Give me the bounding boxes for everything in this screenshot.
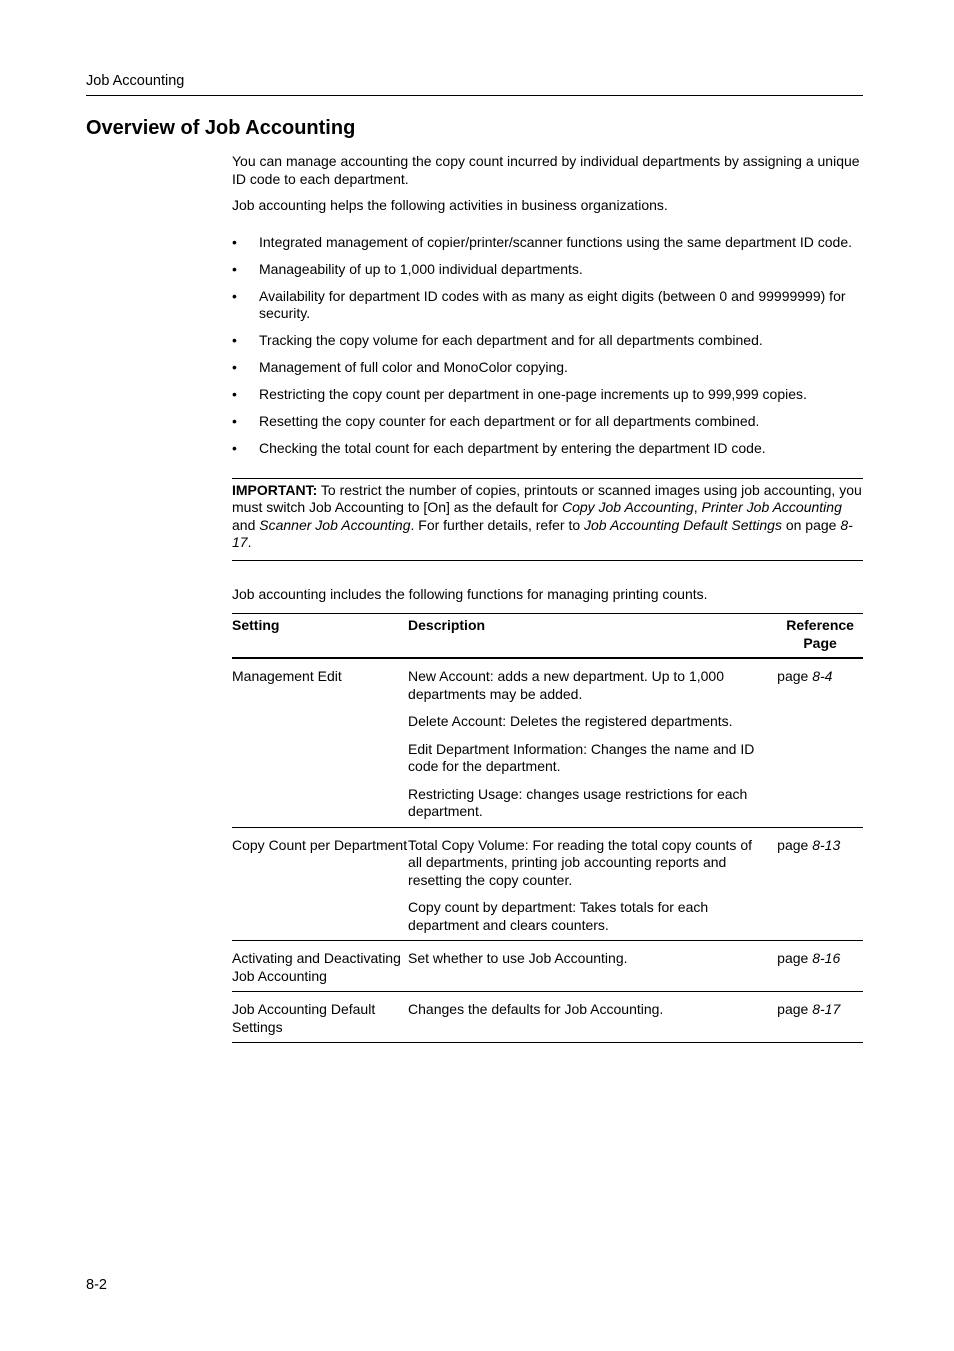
- setting-cell: Management Edit: [232, 658, 408, 827]
- important-label: IMPORTANT:: [232, 481, 318, 498]
- xref-default-settings: Job Accounting Default Settings: [584, 516, 782, 533]
- list-item: • Resetting the copy counter for each department or for all departments combined.: [232, 413, 760, 429]
- table-row: [232, 658, 863, 827]
- description-cell: Changes the defaults for Job Accounting.: [408, 992, 773, 1043]
- description-cell: Set whether to use Job Accounting.: [408, 941, 773, 992]
- page-title: Overview of Job Accounting: [86, 117, 356, 139]
- reference-cell: page 8-4: [773, 658, 863, 827]
- xref-scanner-job-accounting: Scanner Job Accounting: [259, 516, 411, 533]
- list-item: • Checking the total count for each department by entering the department ID code.: [232, 440, 766, 456]
- bullet-icon: •: [232, 233, 237, 250]
- table-row: [232, 941, 863, 992]
- description-cell: New Account: adds a new department. Up to 1,000 departments may be added. Delete Account: Deletes the registered departments. Edit Department Information: Changes the name and ID code for the department. Restricting Usage: changes usage restrictions for each department.: [408, 658, 773, 827]
- important-note: IMPORTANT: To restrict the number of copies, printouts or scanned images using job accounting, you must switch Job Accounting to [On] as the default for Copy Job Accounting, Printer Job Accounting and Scanner Job Accounting. For further details, refer to Job Accounting Default Settings on page 8-17.: [232, 478, 863, 561]
- table-row: [232, 992, 863, 1043]
- xref-copy-job-accounting: Copy Job Accounting: [561, 499, 694, 515]
- page-number: 8-2: [86, 1277, 107, 1293]
- table-header-row: [232, 614, 863, 659]
- bullet-icon: •: [232, 413, 237, 429]
- header-reference-page: Reference Page: [773, 614, 863, 659]
- reference-cell: page 8-16: [773, 941, 863, 992]
- list-item: • Manageability of up to 1,000 individual departments.: [232, 260, 583, 277]
- feature-list: [232, 234, 863, 458]
- bullet-icon: •: [232, 332, 237, 348]
- functions-table: [232, 613, 863, 1043]
- setting-cell: Copy Count per Department: [232, 827, 408, 941]
- table-row: [232, 827, 863, 941]
- header-rule: [86, 95, 863, 96]
- setting-cell: Job Accounting Default Settings: [232, 992, 408, 1043]
- bullet-icon: •: [232, 287, 237, 304]
- list-item: • Availability for department ID codes with as many as eight digits (between 0 and 99999999) for security.: [232, 287, 846, 321]
- setting-cell: Activating and Deactivating Job Accounting: [232, 941, 408, 992]
- list-item: • Management of full color and MonoColor copying.: [232, 359, 568, 375]
- description-cell: Total Copy Volume: For reading the total copy counts of all departments, printing job accounting reports and resetting the copy counter. Copy count by department: Takes totals for each department and clears counters.: [408, 827, 773, 941]
- intro-paragraph-2: Job accounting helps the following activities in business organizations.: [232, 197, 668, 213]
- bullet-icon: •: [232, 386, 237, 402]
- bullet-icon: •: [232, 260, 237, 277]
- xref-printer-job-accounting: Printer Job Accounting: [701, 499, 842, 515]
- intro-paragraph-1: You can manage accounting the copy count incurred by individual departments by assigning a unique ID code to each department.: [232, 153, 860, 187]
- bullet-icon: •: [232, 440, 237, 456]
- reference-cell: page 8-17: [773, 992, 863, 1043]
- body-content: [232, 153, 863, 1043]
- header-description: Description: [408, 614, 773, 659]
- running-header: Job Accounting: [86, 73, 185, 89]
- header-setting: Setting: [232, 614, 408, 659]
- xref-page: 8-17: [232, 516, 853, 550]
- list-item: • Integrated management of copier/printer/scanner functions using the same department ID code.: [232, 233, 853, 250]
- list-item: • Restricting the copy count per department in one-page increments up to 999,999 copies.: [232, 386, 807, 402]
- table-intro: Job accounting includes the following functions for managing printing counts.: [232, 585, 708, 602]
- reference-cell: page 8-13: [773, 827, 863, 941]
- bullet-icon: •: [232, 359, 237, 375]
- list-item: • Tracking the copy volume for each department and for all departments combined.: [232, 332, 763, 348]
